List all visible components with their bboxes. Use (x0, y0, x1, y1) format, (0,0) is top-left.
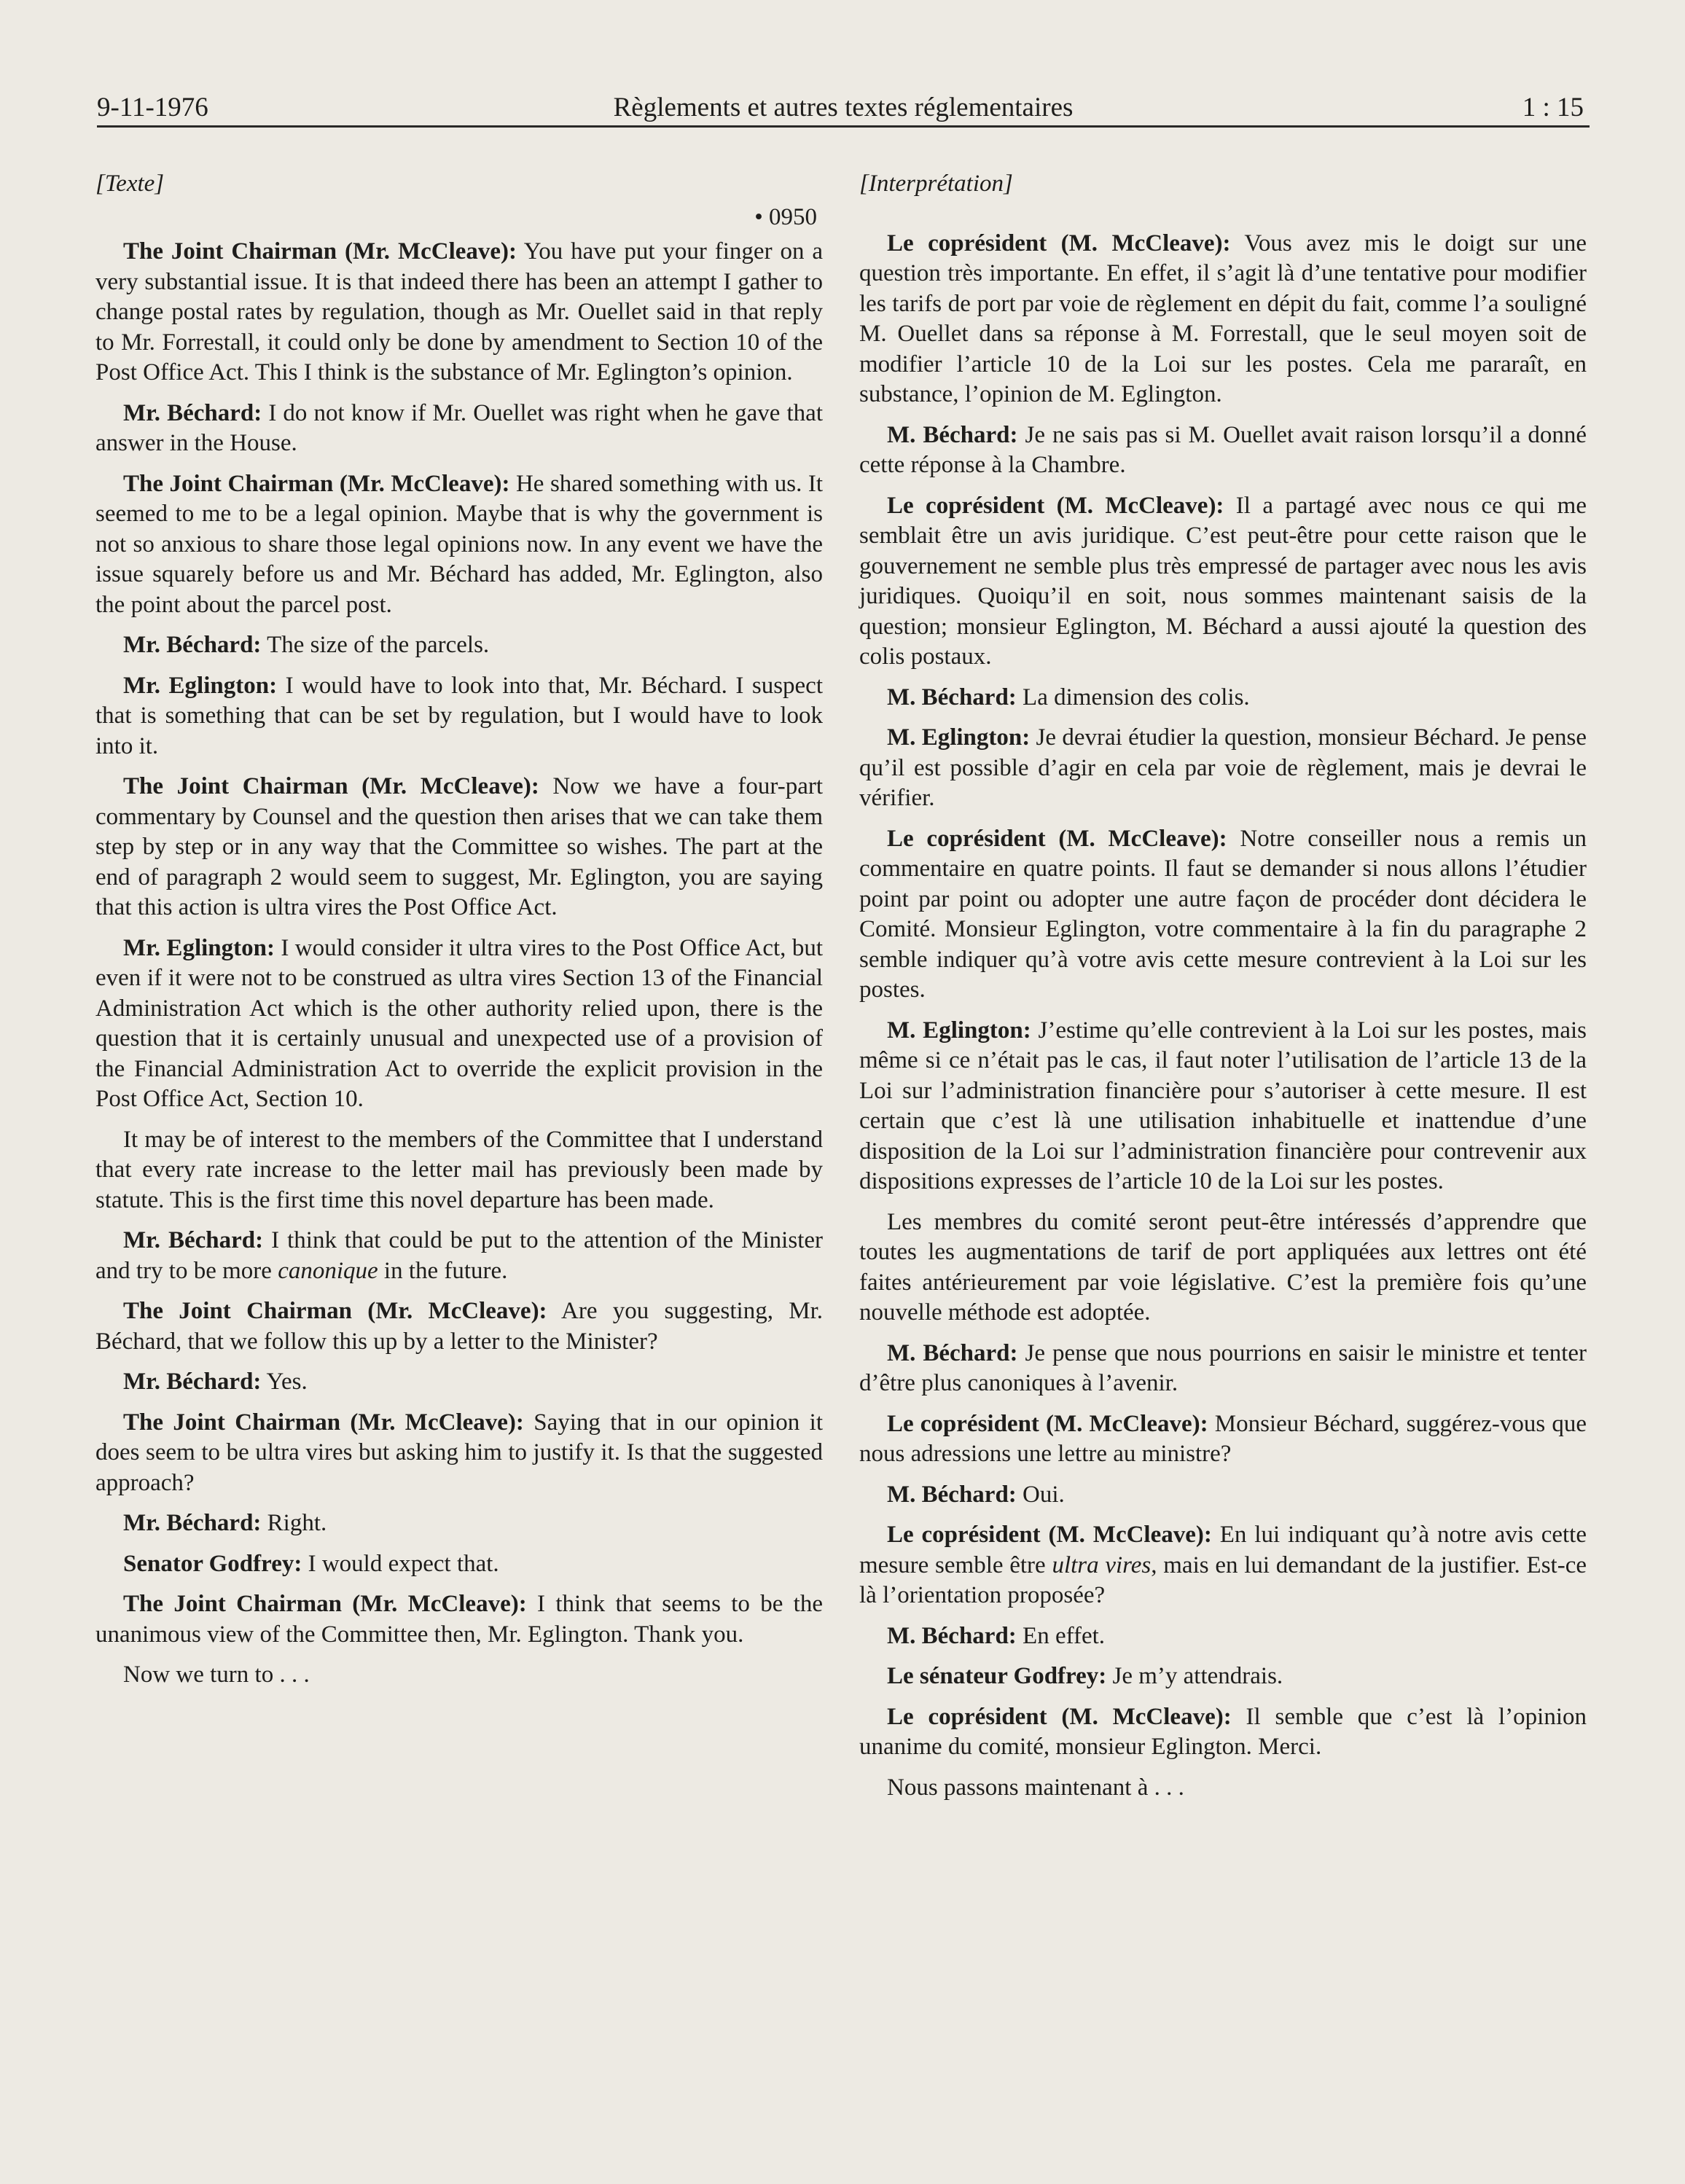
speaker-name: M. Béchard: (887, 1481, 1017, 1508)
speaker-name: Senator Godfrey: (123, 1550, 302, 1577)
speech-text: Yes. (261, 1369, 308, 1395)
transcript-paragraph (95, 1660, 823, 1691)
french-paragraphs (859, 229, 1587, 1804)
speaker-name: Le coprésident (M. McCleave): (887, 1410, 1208, 1437)
speech-text: You have put your finger on a very substantial issue. It is that indeed there has been an attempt I gather to change postal rates by regulation, though as Mr. Ouellet said in that reply to Mr. Forrestall, it could only be done by amendment to Section 10 of the Post Office Act. This I think is the substance of Mr. Eglington’s opinion. (95, 238, 824, 385)
transcript-paragraph (859, 723, 1587, 814)
speech-text: Nous passons maintenant à . . . (887, 1774, 1184, 1801)
french-column (859, 169, 1587, 1813)
transcript-paragraph (95, 1508, 823, 1539)
speech-text-continued: in the future. (378, 1257, 508, 1284)
italic-term: canonique (278, 1257, 378, 1284)
transcript-paragraph (95, 1125, 823, 1216)
speaker-name: Le sénateur Godfrey: (887, 1663, 1107, 1689)
english-column (95, 169, 823, 1701)
transcript-paragraph (859, 1480, 1587, 1511)
speech-text-continued: , mais en lui demandant de la justifier. Est-ce là l’orientation proposée? (859, 1551, 1587, 1608)
speaker-name: M. Béchard: (887, 1622, 1017, 1649)
speaker-name: M. Eglington: (887, 724, 1031, 751)
transcript-paragraph (95, 671, 823, 762)
spacer (859, 203, 1587, 229)
transcript-paragraph (859, 1339, 1587, 1399)
transcript-paragraph (859, 1773, 1587, 1804)
speech-text: Il semble que c’est là l’opinion unanime du comité, monsieur Eglington. Merci. (859, 1703, 1587, 1760)
speech-text: Il a partagé avec nous ce qui me semblait être un avis juridique. C’est peut-être pour cette raison que le gouvernement ne semble plus très empressé de partager avec nous les avis juridiques. Quoiqu’il en soit, nous sommes maintenant saisis de la question; monsieur Eglington, M. Béchard a aussi ajouté la question des colis postaux. (859, 492, 1587, 670)
speaker-name: Mr. Béchard: (123, 1369, 262, 1395)
speech-text: Vous avez mis le doigt sur une question très importante. En effet, il s’agit là d’une tentative pour modifier les tarifs de port par voie de règlement en dépit du fait, comme l’a souligné M. Ouellet dans sa réponse à M. Forrestall, que le seul moyen soit de modifier l’article 10 de la Loi sur les postes. Cela me pararaît, en substance, l’opinion de M. Eglington. (859, 230, 1587, 407)
speaker-name: Mr. Béchard: (123, 1227, 264, 1253)
speech-text: Monsieur Béchard, suggérez-vous que nous adressions une lettre au ministre? (859, 1410, 1587, 1467)
transcript-paragraph (95, 1408, 823, 1499)
speaker-name: Le coprésident (M. McCleave): (887, 825, 1227, 852)
english-paragraphs (95, 237, 823, 1691)
speaker-name: Mr. Eglington: (123, 672, 278, 699)
header-date: 9-11-1976 (97, 93, 208, 122)
time-marker: • 0950 (754, 203, 817, 230)
transcript-paragraph (859, 1520, 1587, 1611)
transcript-paragraph (859, 229, 1587, 410)
transcript-paragraph (95, 934, 823, 1115)
transcript-paragraph (95, 772, 823, 923)
speech-text: Now we turn to . . . (123, 1662, 310, 1688)
transcript-paragraph (859, 420, 1587, 481)
speech-text: I would consider it ultra vires to the Post Office Act, but even if it were not to be construed as ultra vires Section 13 of the Financial Administration Act which is the other authority relied upon, there is the question that it is certainly unusual and unexpected use of a provision of the Financial Administration Act to override the explicit provision in the Post Office Act, Section 10. (95, 934, 823, 1112)
transcript-paragraph (95, 1296, 823, 1357)
speech-text: Je devrai étudier la question, monsieur Béchard. Je pense qu’il est possible d’agir en cela par voie de règlement, mais je devrai le vérifier. (859, 724, 1587, 811)
transcript-paragraph (95, 1589, 823, 1650)
transcript-paragraph (95, 399, 823, 459)
speech-text: It may be of interest to the members of the Committee that I understand that every rate increase to the letter mail has previously been made by statute. This is the first time this novel departure has been made. (95, 1126, 823, 1213)
transcript-paragraph (859, 1702, 1587, 1763)
speaker-name: Mr. Béchard: (123, 632, 262, 658)
speech-text: I do not know if Mr. Ouellet was right when he gave that answer in the House. (95, 399, 823, 456)
speaker-name: The Joint Chairman (Mr. McCleave): (123, 1591, 527, 1617)
speech-text: Je pense que nous pourrions en saisir le ministre et tenter d’être plus canoniques à l’avenir. (859, 1339, 1587, 1396)
speech-text: I think that could be put to the attention of the Minister and try to be more (95, 1227, 823, 1284)
speaker-name: The Joint Chairman (Mr. McCleave): (123, 1298, 547, 1324)
running-header (97, 89, 1590, 128)
speech-text: Les membres du comité seront peut-être intéressés d’apprendre que toutes les augmentations de tarif de port appliquées aux lettres ont été faites antérieurement par voie législative. C’est la première fois qu’une nouvelle méthode est adoptée. (859, 1208, 1587, 1326)
transcript-paragraph (95, 469, 823, 621)
transcript-paragraph (859, 824, 1587, 1006)
column-heading-texte: [Texte] (95, 171, 165, 197)
speech-text: Je ne sais pas si M. Ouellet avait raison lorsqu’il a donné cette réponse à la Chambre. (859, 421, 1587, 478)
header-title: Règlements et autres textes réglementaires (613, 93, 1074, 122)
transcript-paragraph (859, 683, 1587, 713)
transcript-paragraph (95, 1367, 823, 1398)
speech-text: Right. (261, 1510, 327, 1536)
speaker-name: The Joint Chairman (Mr. McCleave): (123, 773, 539, 799)
transcript-paragraph (859, 1208, 1587, 1328)
transcript-paragraph (95, 1549, 823, 1580)
transcript-paragraph (859, 491, 1587, 673)
header-page-number: 1 : 15 (1522, 93, 1584, 122)
speech-text: Je m’y attendrais. (1106, 1663, 1283, 1689)
italic-term: ultra vires (1052, 1551, 1152, 1578)
transcript-paragraph (95, 1226, 823, 1286)
transcript-paragraph (859, 1409, 1587, 1470)
speech-text: I think that seems to be the unanimous view of the Committee then, Mr. Eglington. Thank you. (95, 1591, 823, 1648)
speaker-name: Le coprésident (M. McCleave): (887, 1703, 1232, 1730)
speaker-name: Mr. Béchard: (123, 399, 262, 426)
speech-text: Are you suggesting, Mr. Béchard, that we follow this up by a letter to the Minister? (95, 1298, 824, 1355)
speaker-name: M. Béchard: (887, 421, 1018, 448)
speaker-name: Le coprésident (M. McCleave): (887, 1522, 1212, 1548)
speech-text: The size of the parcels. (261, 632, 490, 658)
speaker-name: The Joint Chairman (Mr. McCleave): (123, 238, 517, 265)
column-heading-interpretation: [Interprétation] (859, 171, 1013, 197)
speaker-name: M. Béchard: (887, 1339, 1018, 1366)
speaker-name: The Joint Chairman (Mr. McCleave): (123, 1409, 524, 1436)
speech-text: La dimension des colis. (1016, 684, 1250, 711)
speaker-name: M. Béchard: (887, 684, 1017, 711)
speech-text: En lui indiquant qu’à notre avis cette mesure semble être (859, 1522, 1587, 1578)
speech-text: J’estime qu’elle contrevient à la Loi sur les postes, mais même si ce n’était pas le cas, il faut noter l’utilisation de l’article 13 de la Loi sur l’administration financière pour s’autoriser à cette mesure. Il est certain que c’est là une utilisation inhabituelle et inattendue d’une disposition de la Loi sur l’administration financière pour contrevenir aux dispositions expresses de l’article 10 de la Loi sur les postes. (859, 1017, 1587, 1194)
speech-text: Saying that in our opinion it does seem to be ultra vires but asking him to justify it. Is that the suggested approach? (95, 1409, 824, 1496)
speaker-name: M. Eglington: (887, 1017, 1031, 1044)
speaker-name: The Joint Chairman (Mr. McCleave): (123, 470, 510, 497)
speech-text: I would expect that. (302, 1550, 499, 1577)
speech-text: I would have to look into that, Mr. Béchard. I suspect that is something that can be set by regulation, but I would have to look into it. (95, 672, 823, 759)
transcript-paragraph (95, 237, 823, 388)
speaker-name: Mr. Eglington: (123, 934, 275, 961)
speech-text: Notre conseiller nous a remis un commentaire en quatre points. Il faut se demander si nous allons l’étudier point par point ou adopter une autre façon de procéder dont décidera le Comité. Monsieur Eglington, votre commentaire à la fin du paragraphe 2 semble indiquer qu’à votre avis cette mesure contrevient à la Loi sur les postes. (859, 825, 1587, 1003)
speaker-name: Le coprésident (M. McCleave): (887, 230, 1231, 257)
speech-text: En effet. (1016, 1622, 1106, 1649)
speaker-name: Mr. Béchard: (123, 1510, 262, 1536)
transcript-paragraph (859, 1016, 1587, 1197)
transcript-paragraph (859, 1662, 1587, 1692)
speaker-name: Le coprésident (M. McCleave): (887, 492, 1224, 519)
transcript-paragraph (95, 630, 823, 661)
speech-text: Now we have a four-part commentary by Counsel and the question then arises that we can take them step by step or in any way that the Committee so wishes. The part at the end of paragraph 2 would seem to suggest, Mr. Eglington, you are saying that this action is ultra vires the Post Office Act. (95, 773, 823, 920)
speech-text: Oui. (1016, 1481, 1065, 1508)
speech-text: He shared something with us. It seemed to me to be a legal opinion. Maybe that is why the government is not so anxious to share those legal opinions now. In any event we have the issue squarely before us and Mr. Béchard has added, Mr. Eglington, also the point about the parcel post. (95, 470, 823, 618)
transcript-paragraph (859, 1621, 1587, 1652)
